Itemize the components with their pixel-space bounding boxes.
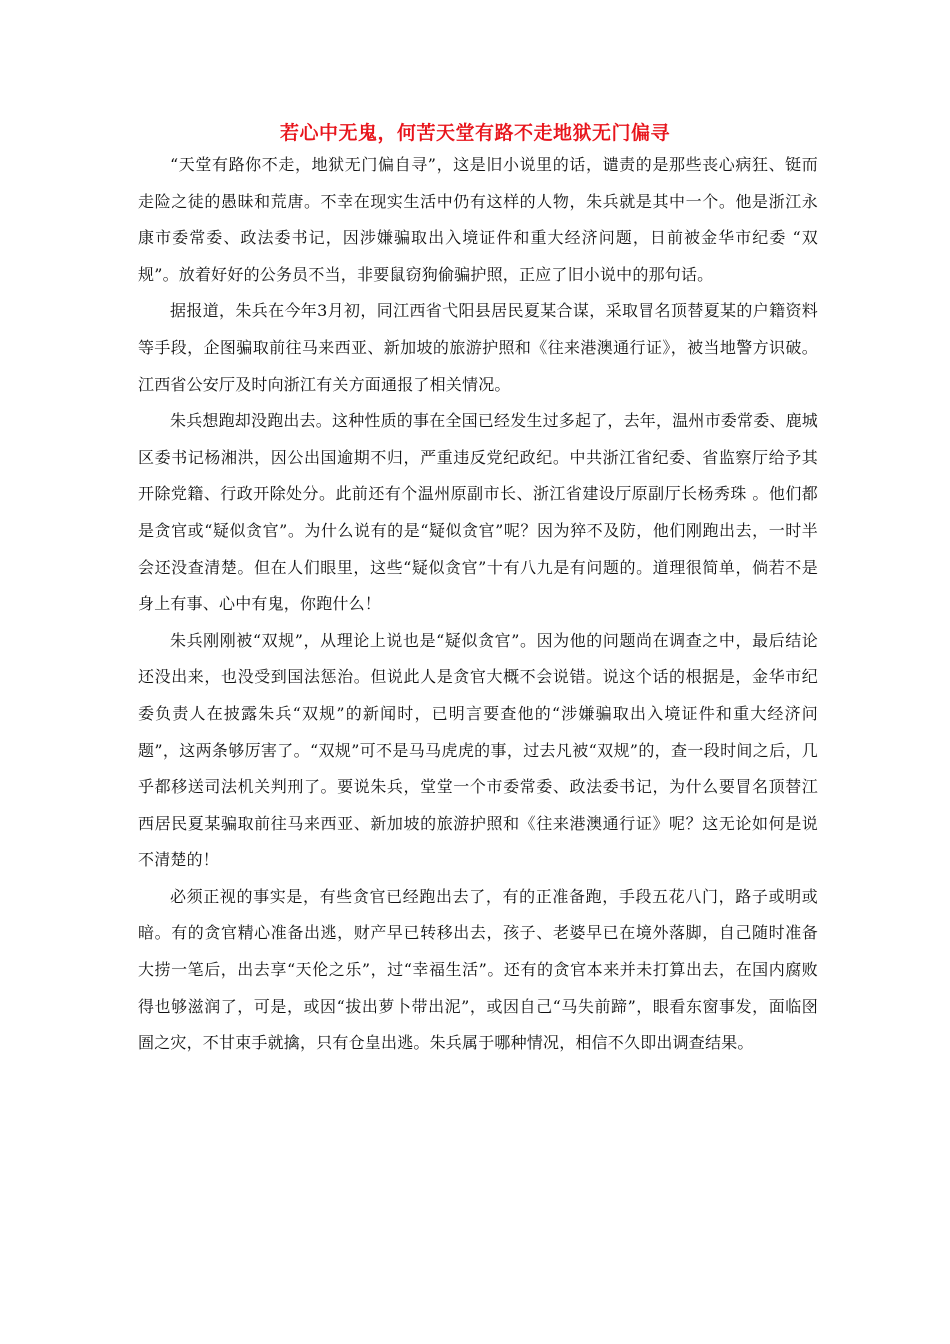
page-title: 若心中无鬼，何苦天堂有路不走地狱无门偏寻 [279,122,670,144]
paragraph: 必须正视的事实是，有些贪官已经跑出去了，有的正准备跑，手段五花八门，路子或明或暗。有的贪官精心准备出逃，财产早已转移出去，孩子、老婆早已在境外落脚，自己随时准备大捞一笔后，出去享“天伦之乐”，过“幸福生活”。还有的贪官本来并未打算出去，在国内腐败得也够滋润了，可是，或因“拔出萝卜带出泥”，或因自己“马失前蹄”，眼看东窗事发，面临囹圄之灾，不甘束手就擒，只有仓皇出逃。朱兵属于哪种情况，相信不久即出调查结果。 [138,886,818,1053]
paragraph: 朱兵想跑却没跑出去。这种性质的事在全国已经发生过多起了，去年，温州市委常委、鹿城区委书记杨湘洪，因公出国逾期不归，严重违反党纪政纪。中共浙江省纪委、省监察厅给予其开除党籍、行政开除处分。此前还有个温州原副市长、浙江省建设厅原副厅长杨秀珠 。他们都是贪官或“疑似贪官”。为什么说有的是“疑似贪官”呢？因为猝不及防，他们刚跑出去，一时半会还没查清楚。但在人们眼里，这些“疑似贪官”十有八九是有问题的。道理很简单，倘若不是身上有事、心中有鬼，你跑什么！ [138,411,819,614]
paragraph: “天堂有路你不走，地狱无门偏自寻”，这是旧小说里的话，谴责的是那些丧心病狂、铤而走险之徒的愚昧和荒唐。不幸在现实生活中仍有这样的人物，朱兵就是其中一个。他是浙江永康市委常委、政法委书记，因涉嫌骗取出入境证件和重大经济问题，日前被金华市纪委 “双规”。放着好好的公务员不当，非要鼠窃狗偷骗护照，正应了旧小说中的那句话。 [138,155,818,284]
article-body [138,147,818,1062]
paragraph: 朱兵刚刚被“双规”，从理论上说也是“疑似贪官”。因为他的问题尚在调查之中，最后结论还没出来，也没受到国法惩治。但说此人是贪官大概不会说错。说这个话的根据是，金华市纪委负责人在披露朱兵“双规”的新闻时，已明言要查他的“涉嫌骗取出入境证件和重大经济问题”，这两条够厉害了。“双规”可不是马马虎虎的事，过去凡被“双规”的，查一段时间之后，几乎都移送司法机关判刑了。要说朱兵，堂堂一个市委常委、政法委书记，为什么要冒名顶替江西居民夏某骗取前往马来西亚、新加坡的旅游护照和《往来港澳通行证》呢？这无论如何是说不清楚的！ [138,630,818,870]
paragraph: 据报道，朱兵在今年3月初，同江西省弋阳县居民夏某合谋，采取冒名顶替夏某的户籍资料等手段，企图骗取前往马来西亚、新加坡的旅游护照和《往来港澳通行证》，被当地警方识破。江西省公安厅及时向浙江有关方面通报了相关情况。 [138,301,818,394]
